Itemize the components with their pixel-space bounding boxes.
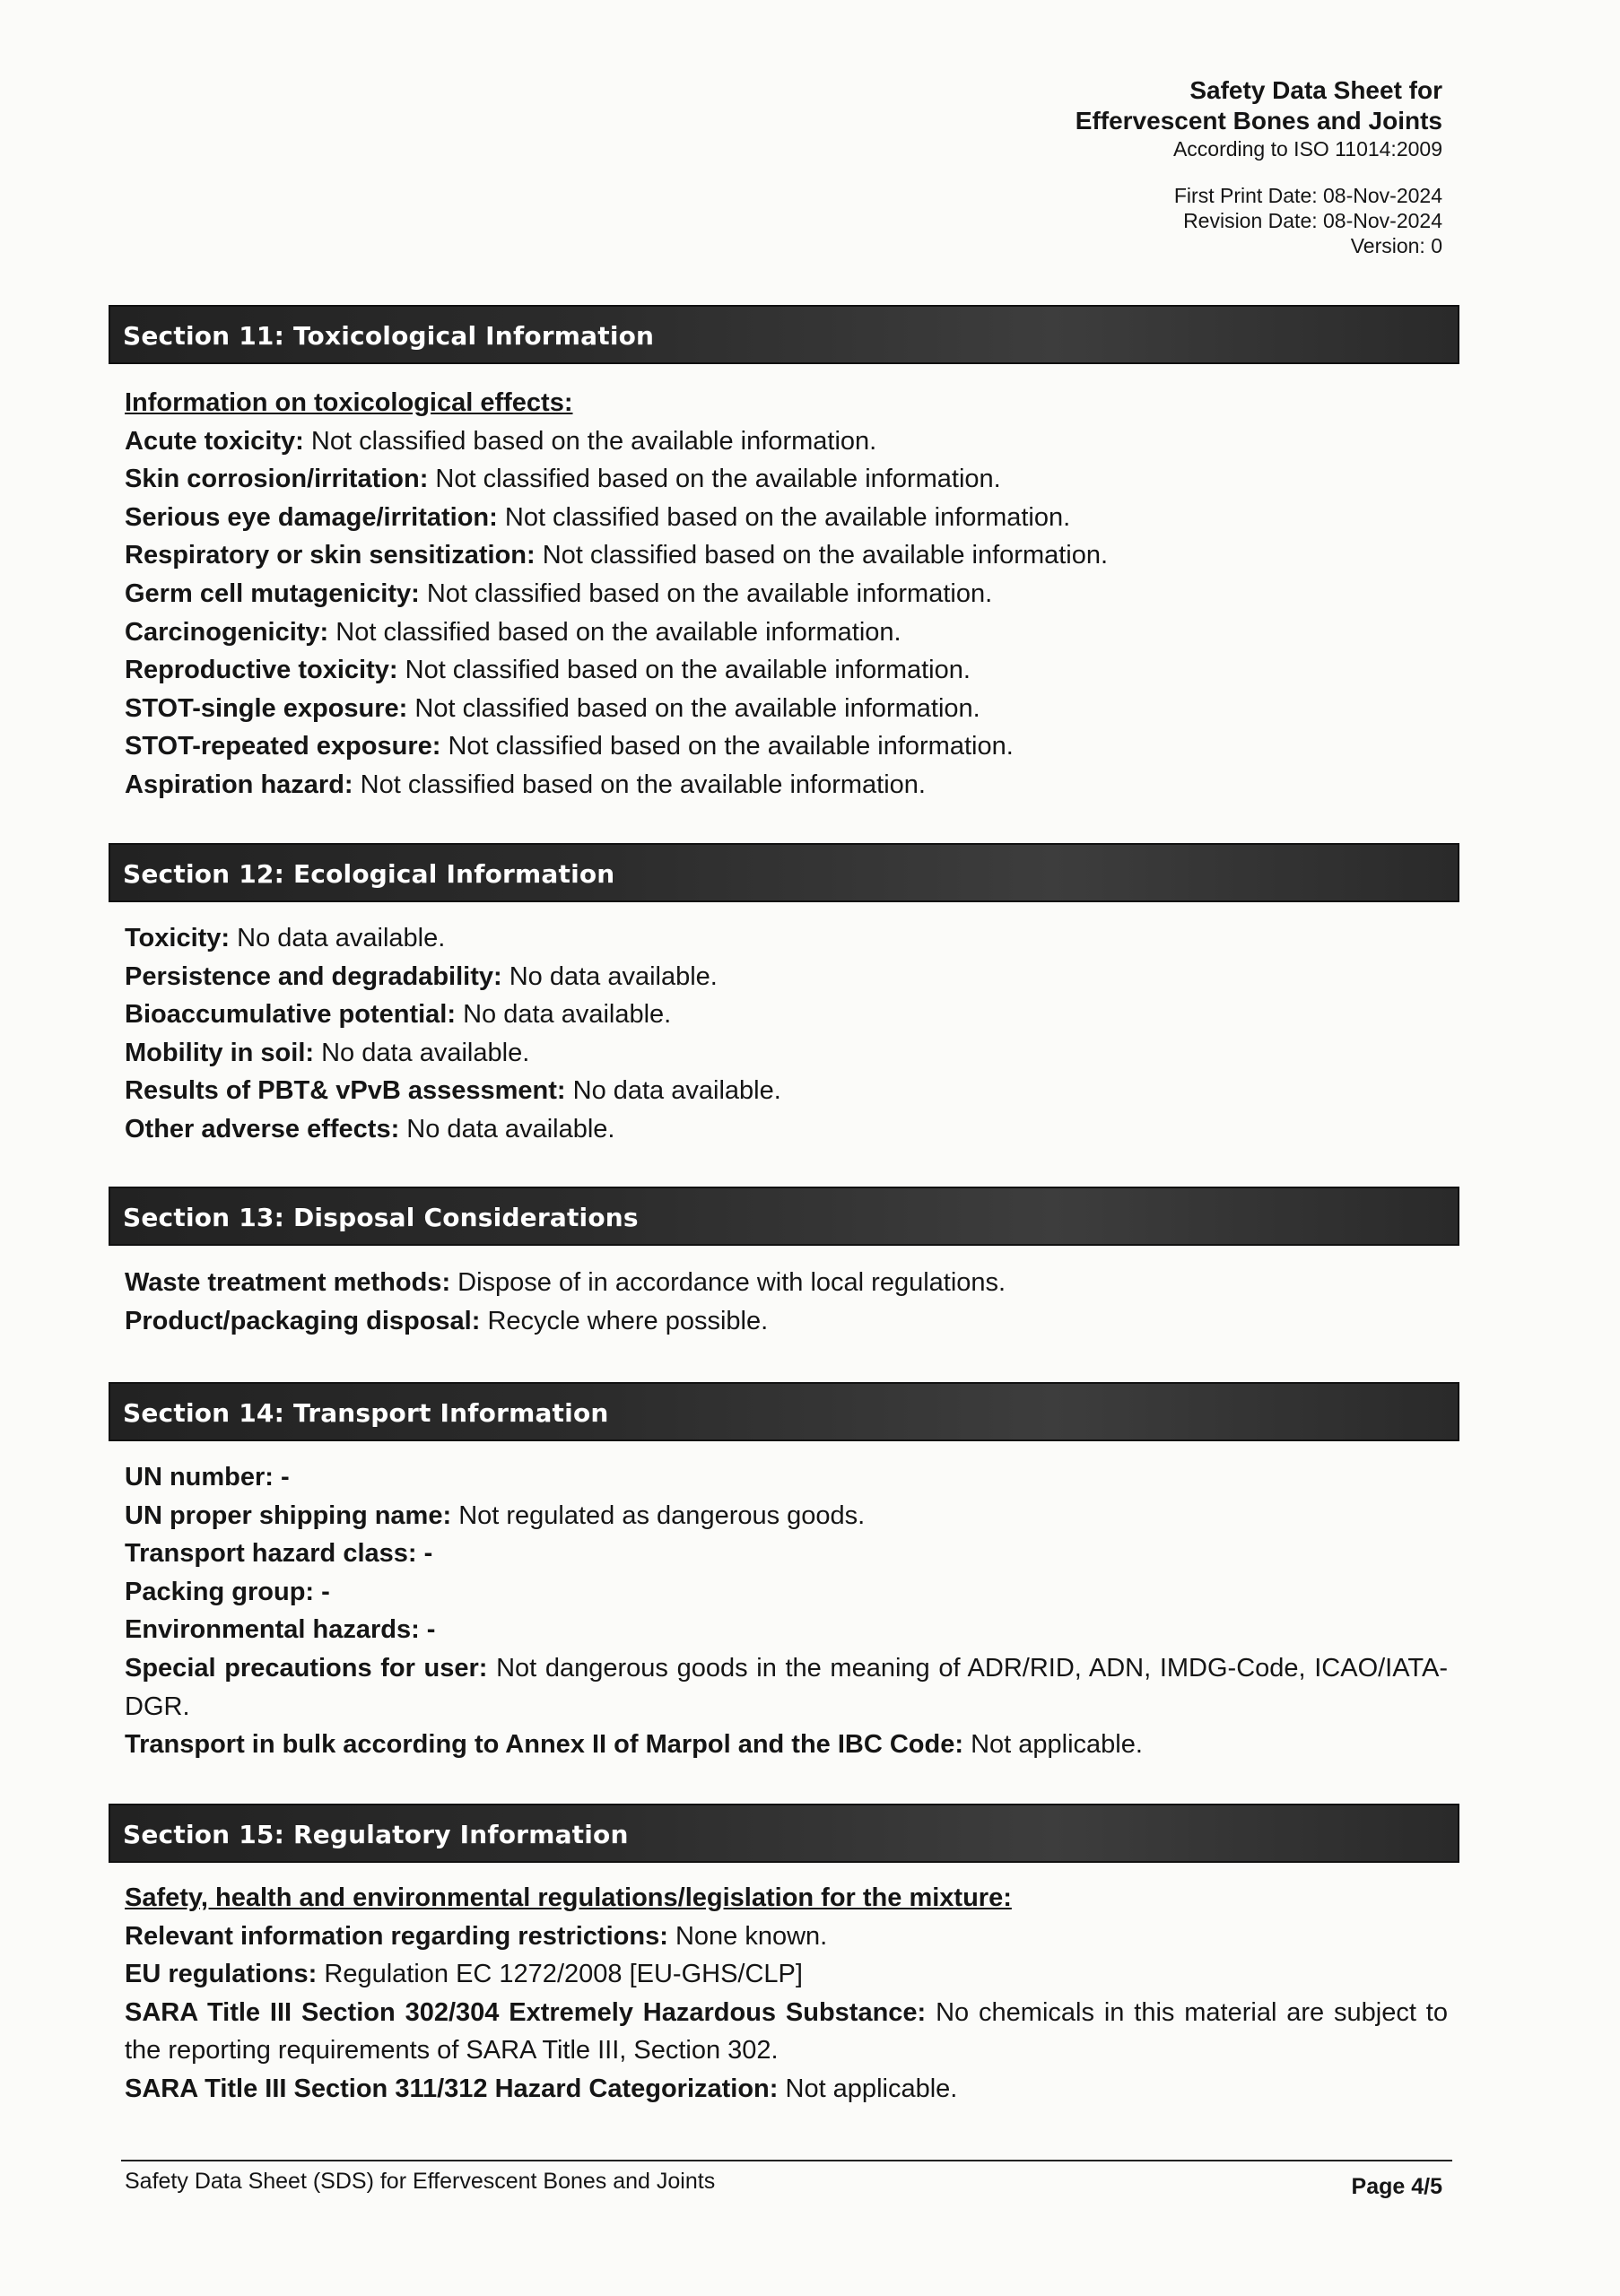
version: Version: 0 bbox=[1350, 234, 1442, 257]
list-item: Product/packaging disposal: Recycle where possible. bbox=[125, 1306, 769, 1335]
footer-divider bbox=[121, 2160, 1452, 2161]
section-11-subheading: Information on toxicological effects: bbox=[125, 388, 573, 417]
section-13-title: Section 13: Disposal Considerations bbox=[123, 1203, 639, 1232]
list-item: Environmental hazards: - bbox=[125, 1615, 436, 1645]
revision-date: Revision Date: 08-Nov-2024 bbox=[1183, 209, 1442, 232]
section-12-title: Section 12: Ecological Information bbox=[123, 859, 615, 889]
doc-meta bbox=[1076, 183, 1442, 258]
first-print-date: First Print Date: 08-Nov-2024 bbox=[1173, 184, 1442, 207]
footer-document-name: Safety Data Sheet (SDS) for Effervescent Bones and Joints bbox=[125, 2169, 716, 2194]
section-15-header bbox=[109, 1804, 1459, 1863]
list-item: Waste treatment methods: Dispose of in accordance with local regulations. bbox=[125, 1268, 1006, 1297]
section-11-header bbox=[109, 305, 1459, 364]
list-item: Serious eye damage/irritation: Not classified based on the available information. bbox=[125, 502, 1071, 532]
section-15-body bbox=[125, 1879, 1448, 2109]
section-13-body bbox=[125, 1264, 1448, 1340]
list-item: Carcinogenicity: Not classified based on the available information. bbox=[125, 617, 901, 647]
list-item: Packing group: - bbox=[125, 1577, 330, 1606]
section-13-header bbox=[109, 1187, 1459, 1246]
list-item: UN number: - bbox=[125, 1463, 290, 1492]
list-item: Toxicity: No data available. bbox=[125, 924, 446, 952]
section-11-body bbox=[125, 384, 1448, 804]
list-item: Mobility in soil: No data available. bbox=[125, 1038, 530, 1067]
list-item: STOT-repeated exposure: Not classified based on the available information. bbox=[125, 732, 1014, 761]
section-15-subheading: Safety, health and environmental regulations/legislation for the mixture: bbox=[125, 1883, 1012, 1912]
section-14-header bbox=[109, 1382, 1459, 1441]
doc-title-line1: Safety Data Sheet for bbox=[1189, 76, 1442, 104]
section-11-title: Section 11: Toxicological Information bbox=[123, 321, 655, 351]
doc-standard: According to ISO 11014:2009 bbox=[1172, 137, 1442, 161]
section-12-header bbox=[109, 843, 1459, 902]
section-15-title: Section 15: Regulatory Information bbox=[123, 1820, 629, 1849]
list-item: Transport hazard class: - bbox=[125, 1539, 433, 1569]
list-item: Transport in bulk according to Annex II of Marpol and the IBC Code: Not applicable. bbox=[125, 1730, 1143, 1760]
list-item: Acute toxicity: Not classified based on the available information. bbox=[125, 426, 877, 456]
list-item: Reproductive toxicity: Not classified based on the available information. bbox=[125, 656, 971, 685]
list-item: Results of PBT& vPvB assessment: No data available. bbox=[125, 1076, 781, 1106]
list-item: SARA Title III Section 302/304 Extremely Hazardous Substance: No chemicals in this material are subject to the reporting requirements of SARA Title III, Section 302. bbox=[125, 1997, 1448, 2066]
section-12-body bbox=[125, 919, 1448, 1149]
list-item: UN proper shipping name: Not regulated as dangerous goods. bbox=[125, 1500, 866, 1530]
list-item: STOT-single exposure: Not classified based on the available information. bbox=[125, 693, 980, 723]
section-14-body bbox=[125, 1458, 1448, 1764]
document-header bbox=[1076, 75, 1442, 258]
list-item: Germ cell mutagenicity: Not classified based on the available information. bbox=[125, 578, 993, 608]
list-item: SARA Title III Section 311/312 Hazard Categorization: Not applicable. bbox=[125, 2074, 958, 2103]
page-number: Page 4/5 bbox=[1351, 2174, 1442, 2199]
list-item: Other adverse effects: No data available. bbox=[125, 1114, 615, 1144]
doc-title-line2: Effervescent Bones and Joints bbox=[1075, 107, 1442, 135]
list-item: EU regulations: Regulation EC 1272/2008 [EU-GHS/CLP] bbox=[125, 1960, 803, 1989]
list-item: Skin corrosion/irritation: Not classified based on the available information. bbox=[125, 465, 1001, 494]
list-item: Aspiration hazard: Not classified based on the available information. bbox=[125, 770, 926, 799]
list-item: Relevant information regarding restrictions: None known. bbox=[125, 1921, 828, 1951]
list-item: Respiratory or skin sensitization: Not classified based on the available information. bbox=[125, 541, 1109, 570]
list-item: Persistence and degradability: No data available. bbox=[125, 961, 718, 991]
section-14-title: Section 14: Transport Information bbox=[123, 1398, 609, 1428]
list-item: Bioaccumulative potential: No data available. bbox=[125, 1000, 672, 1030]
list-item: Special precautions for user: Not dangerous goods in the meaning of ADR/RID, ADN, IMDG-Code, ICAO/IATA-DGR. bbox=[125, 1653, 1448, 1721]
